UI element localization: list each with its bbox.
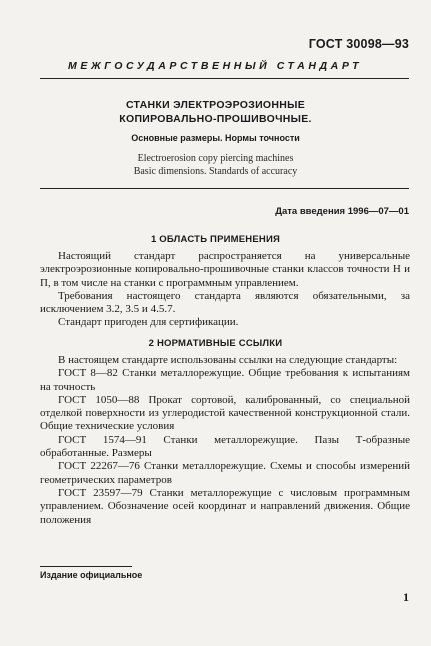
reference-item: ГОСТ 22267—76 Станки металлорежущие. Схемы и способы измерений геометрических параметров — [40, 460, 410, 486]
title-ru-line2: КОПИРОВАЛЬНО-ПРОШИВОЧНЫЕ. — [119, 113, 312, 125]
paragraph: Настоящий стандарт распространяется на универсальные электроэрозионные копировально-прошивочные станки классов точности Н и П, в том числе на станки с программным управлением. — [40, 250, 410, 289]
section-heading-references: 2 НОРМАТИВНЫЕ ССЫЛКИ — [148, 338, 283, 349]
page-number: 1 — [403, 590, 409, 604]
title-block — [0, 98, 431, 178]
paragraph: В настоящем стандарте использованы ссылки на следующие стандарты: — [58, 354, 398, 366]
title-en-line1: Electroerosion copy piercing machines — [137, 153, 294, 164]
paragraph: Стандарт пригоден для сертификации. — [58, 316, 239, 329]
section-heading-scope: 1 ОБЛАСТЬ ПРИМЕНЕНИЯ — [150, 234, 281, 245]
subtitle-ru: Основные размеры. Нормы точности — [131, 133, 300, 143]
standard-type: МЕЖГОСУДАРСТВЕННЫЙ СТАНДАРТ — [68, 60, 363, 72]
paragraph: Требования настоящего стандарта являются обязательными, за исключением 3.2, 3.5 и 4.5.7. — [40, 289, 410, 316]
reference-item: ГОСТ 23597—79 Станки металлорежущие с числовым программным управлением. Обозначение осей координат и направлений движения. Общие положения — [40, 486, 410, 526]
middle-rule — [40, 188, 409, 189]
edition-label: Издание официальное — [40, 570, 143, 580]
section-scope-text — [40, 250, 410, 330]
reference-item: ГОСТ 8—82 Станки металлорежущие. Общие требования к испытаниям на точность — [40, 367, 410, 393]
title-ru-line1: СТАНКИ ЭЛЕКТРОЭРОЗИОННЫЕ — [125, 99, 306, 111]
introduction-date: Дата введения 1996—07—01 — [275, 206, 409, 217]
section-references-text — [40, 354, 410, 527]
reference-item: ГОСТ 1574—91 Станки металлорежущие. Пазы Т-образные обработанные. Размеры — [40, 433, 410, 460]
top-rule — [40, 78, 409, 79]
gost-number: ГОСТ 30098—93 — [308, 37, 409, 51]
reference-item: ГОСТ 1050—88 Прокат сортовой, калиброванный, со специальной отделкой поверхности из углеродистой качественной конструкционной стали. Общие технические условия — [40, 393, 410, 433]
footer-rule — [40, 566, 132, 567]
title-en-line2: Basic dimensions. Standards of accuracy — [133, 166, 298, 177]
